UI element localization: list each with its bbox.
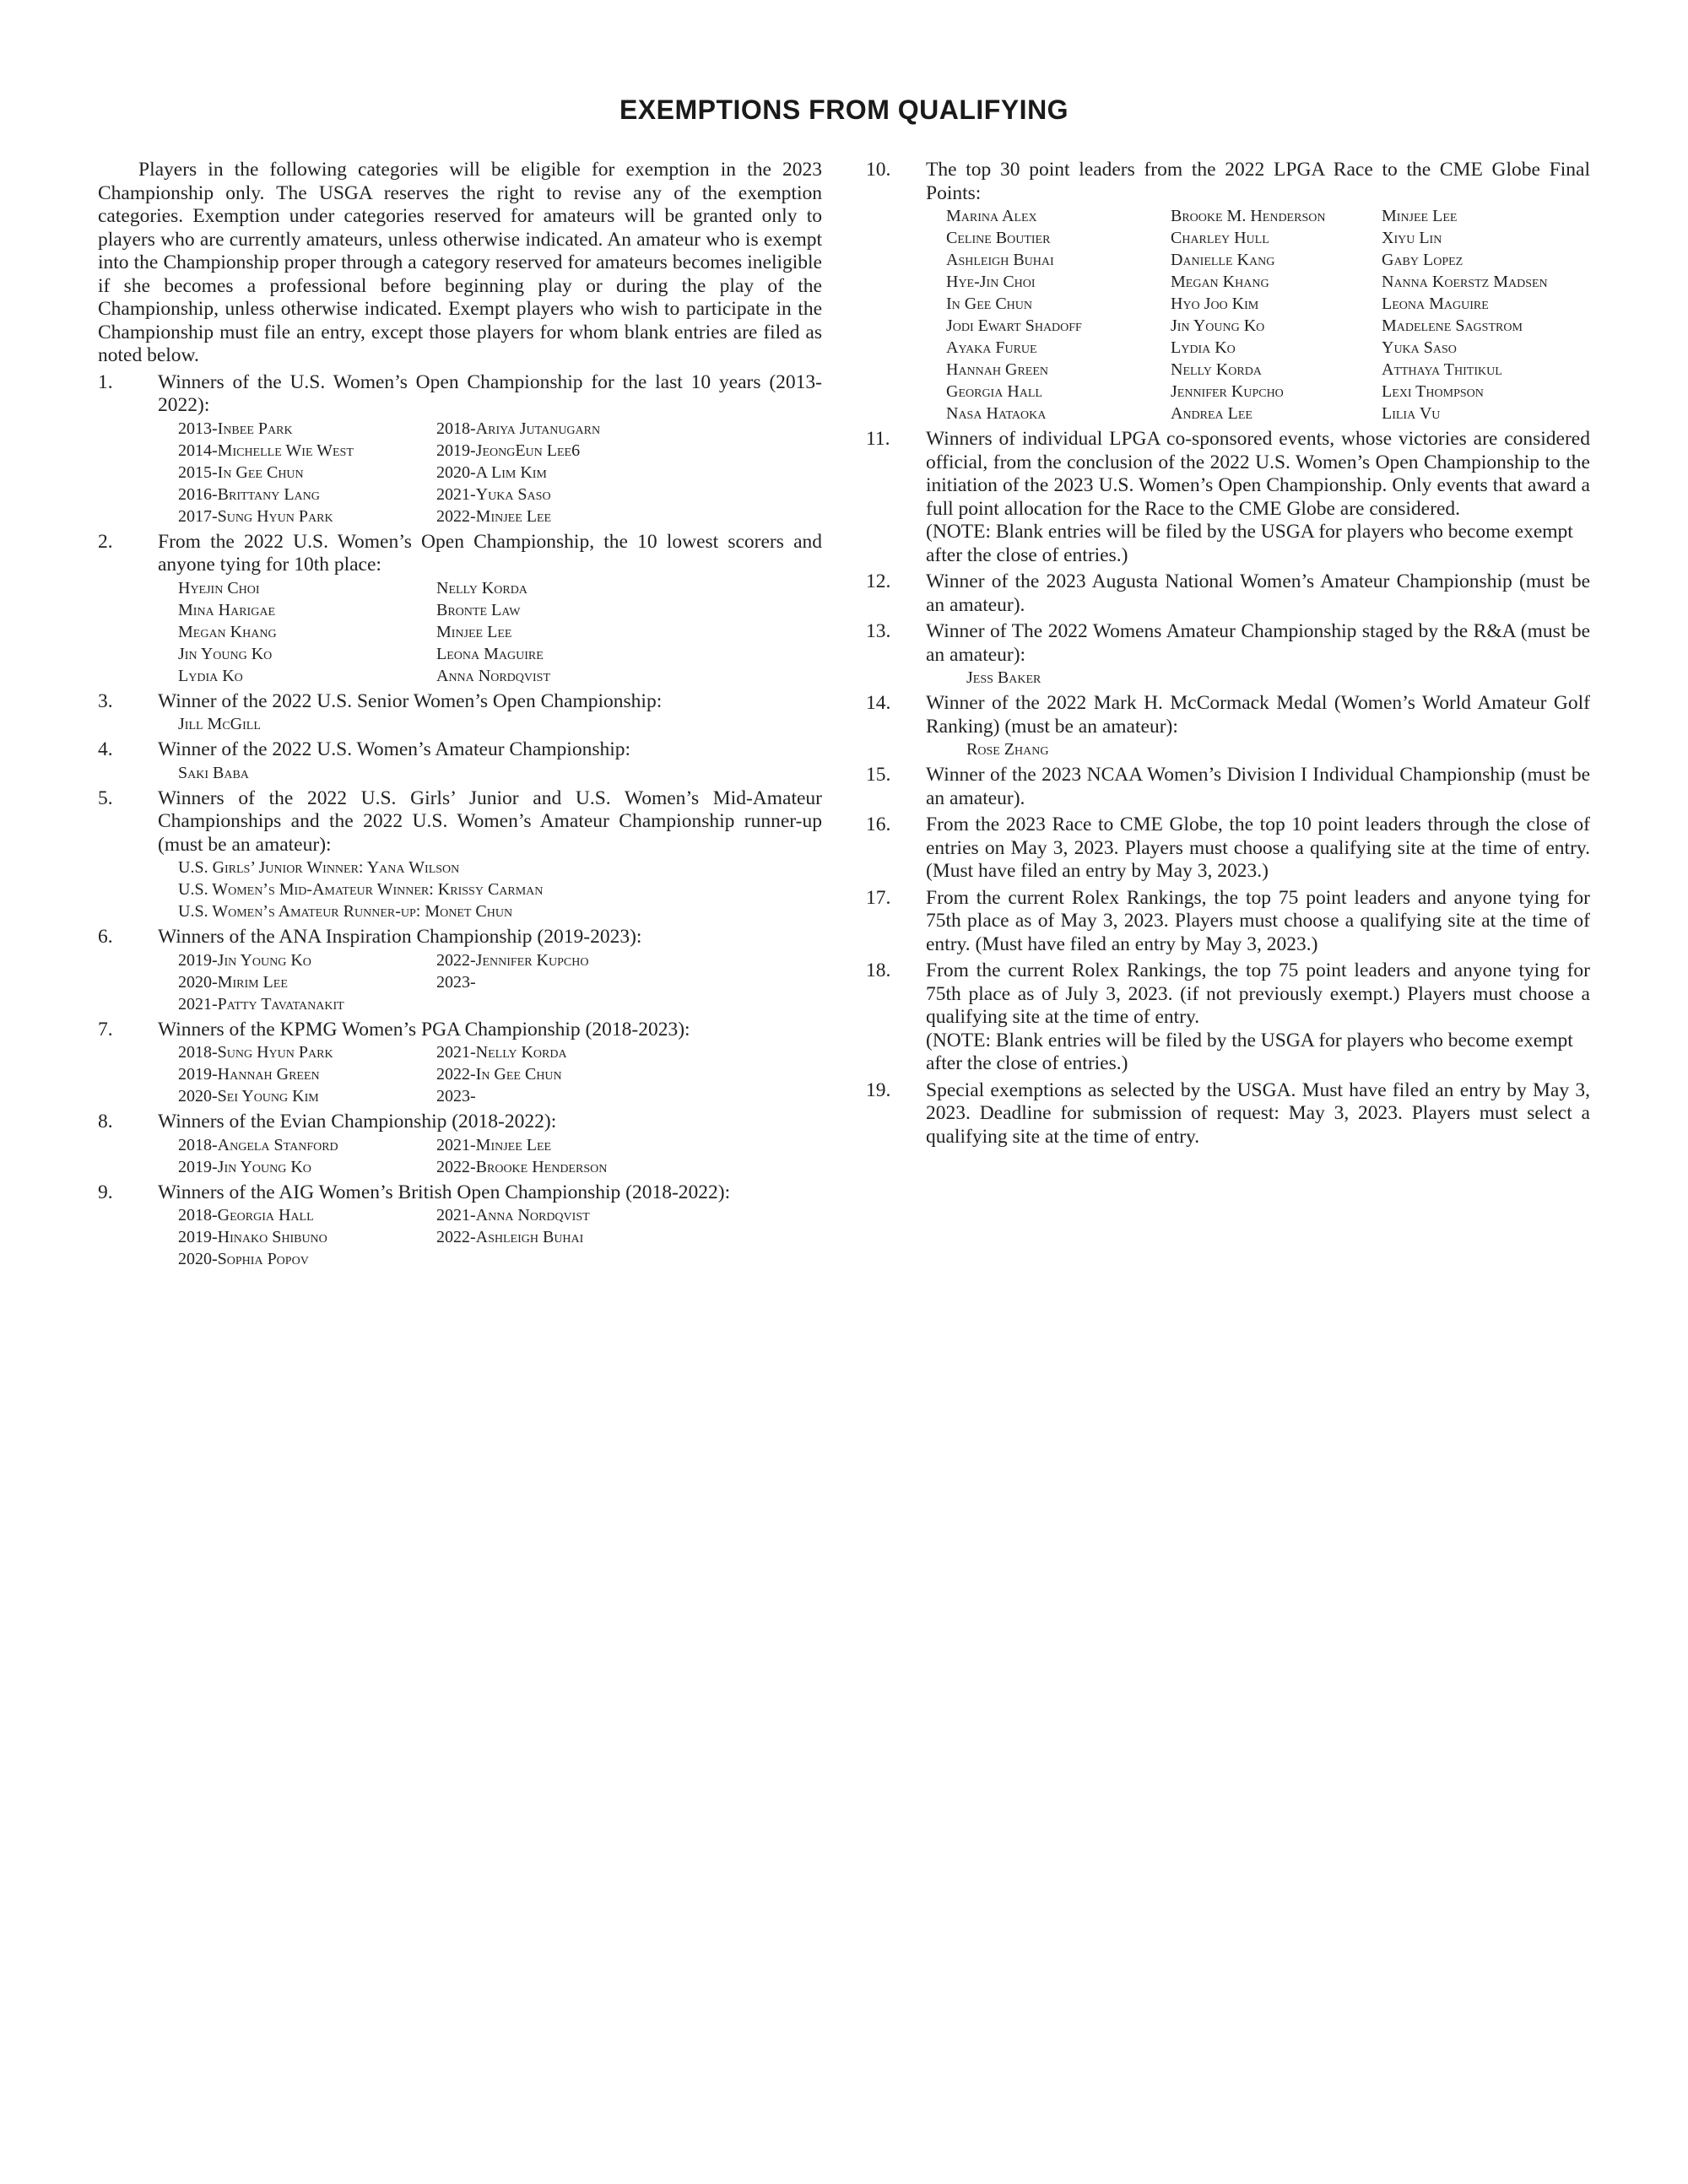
exemption-item-12 (866, 570, 1590, 617)
name-entry: Yuka Saso (1382, 338, 1457, 357)
name-entry: 2022-In Gee Chun (436, 1065, 562, 1084)
item-text: Winner of the 2022 U.S. Senior Women’s Open Championship: (158, 689, 663, 712)
name-entry: 2020-Sophia Popov (178, 1250, 309, 1268)
exemption-item-5 (98, 787, 822, 923)
name-entry: Jennifer Kupcho (1171, 382, 1284, 401)
name-entry: 2023- (436, 972, 476, 992)
name-entry: Leona Maguire (1382, 295, 1489, 313)
name-entry: Lydia Ko (1171, 338, 1236, 357)
name-entry: Lexi Thompson (1382, 382, 1484, 401)
item-text: Winner of the 2022 Mark H. McCormack Medal (Women’s World Amateur Golf Ranking) (must be an amateur): (926, 692, 1590, 738)
name-entry: Andrea Lee (1171, 404, 1252, 423)
name-entry: Mina Harigae (178, 600, 275, 619)
name-entry: 2020-Mirim Lee (178, 972, 288, 992)
item-text: Winner of the 2023 Augusta National Women’s Amateur Championship (must be an amateur). (926, 570, 1590, 616)
exemption-item-9 (98, 1181, 822, 1271)
exemption-item-14 (866, 692, 1590, 760)
name-entry: Atthaya Thitikul (1382, 360, 1502, 379)
name-entry: Megan Khang (1171, 273, 1269, 291)
exemption-item-18 (866, 960, 1590, 1076)
item-text: Winner of the 2023 NCAA Women’s Division I Individual Championship (must be an amateur). (926, 764, 1590, 809)
name-entry: Celine Boutier (946, 229, 1051, 247)
name-entry: Ashleigh Buhai (946, 251, 1054, 269)
item-number: 3. (98, 689, 113, 712)
exemption-item-8 (98, 1111, 822, 1178)
name-entry: 2021-Nelly Korda (436, 1043, 567, 1062)
item-text: From the 2022 U.S. Women’s Open Championship, the 10 lowest scorers and anyone tying for 10th place: (158, 530, 822, 576)
item-text: Winner of The 2022 Womens Amateur Championship staged by the R&A (must be an amateur): (926, 620, 1590, 666)
name-list (158, 1204, 822, 1270)
exemption-item-13 (866, 620, 1590, 689)
name-entry: 2014-Michelle Wie West (178, 441, 354, 460)
item-text: From the 2023 Race to CME Globe, the top 10 point leaders through the close of entries on May 3, 2023. Players must choose a qualifying site at the time of entry. (Must have filed an entry by May 3, 2023.) (926, 814, 1590, 882)
name-entry: Anna Nordqvist (436, 666, 550, 685)
item-number: 12. (866, 570, 891, 592)
item-text: Special exemptions as selected by the USGA. Must have filed an entry by May 3, 2023. Deadline for submission of request: May 3, 2023. Players must select a qualifying site at the time of entry. (926, 1078, 1590, 1148)
item-text: The top 30 point leaders from the 2022 LPGA Race to the CME Globe Final Points: (926, 159, 1590, 204)
name-entry: Jess Baker (966, 668, 1041, 687)
right-column (866, 159, 1590, 1149)
name-entry: 2018-Angela Stanford (178, 1135, 338, 1154)
name-entry: 2020-Sei Young Kim (178, 1087, 319, 1106)
item-number: 4. (98, 738, 113, 760)
name-list (158, 577, 822, 687)
name-entry: Bronte Law (436, 600, 521, 619)
name-entry: Marina Alex (946, 207, 1037, 225)
name-entry: Jin Young Ko (178, 644, 273, 663)
name-entry: 2021-Yuka Saso (436, 484, 551, 504)
exemption-item-10 (866, 159, 1590, 424)
name-entry: 2022-Brooke Henderson (436, 1157, 608, 1176)
item-number: 10. (866, 159, 891, 181)
item-note: (NOTE: Blank entries will be filed by the USGA for players who become exempt after the close of entries.) (926, 1029, 1573, 1074)
item-number: 18. (866, 960, 891, 981)
name-entry (436, 993, 695, 1015)
winner-line: U.S. Women’s Mid-Amateur Winner: Krissy Carman (178, 880, 544, 899)
item-text: Winners of the 2022 U.S. Girls’ Junior and U.S. Women’s Mid-Amateur Championships and the 2022 U.S. Women’s Amateur Championship runner-up (must be an amateur): (158, 787, 822, 856)
item-number: 8. (98, 1111, 113, 1133)
exemption-item-4 (98, 738, 822, 784)
name-entry: 2022-Jennifer Kupcho (436, 950, 589, 970)
name-entry: 2022-Minjee Lee (436, 506, 552, 526)
exemption-item-15 (866, 764, 1590, 810)
name-entry: 2019-Hinako Shibuno (178, 1228, 327, 1246)
exemption-item-11 (866, 428, 1590, 567)
item-number: 7. (98, 1018, 113, 1041)
item-text: Winners of the KPMG Women’s PGA Championship (2018-2023): (158, 1018, 690, 1041)
name-list (158, 418, 822, 527)
winner-line: U.S. Girls’ Junior Winner: Yana Wilson (178, 858, 460, 877)
name-entry: Saki Baba (178, 763, 249, 782)
name-entry: 2015-In Gee Chun (178, 462, 304, 482)
name-entry: Hannah Green (946, 360, 1048, 379)
name-entry: Minjee Lee (436, 622, 512, 641)
name-entry: 2020-A Lim Kim (436, 462, 547, 482)
exemption-item-19 (866, 1079, 1590, 1149)
name-entry: Charley Hull (1171, 229, 1269, 247)
item-number: 14. (866, 692, 891, 714)
name-entry: 2018-Sung Hyun Park (178, 1043, 333, 1062)
name-entry: Lilia Vu (1382, 404, 1441, 423)
name-entry: Nanna Koerstz Madsen (1382, 273, 1548, 291)
exemption-item-16 (866, 814, 1590, 884)
name-entry: 2016-Brittany Lang (178, 484, 320, 504)
name-entry: Jin Young Ko (1171, 316, 1265, 335)
name-entry: Jill McGill (178, 715, 261, 733)
name-entry: Hye-Jin Choi (946, 273, 1036, 291)
name-entry: 2013-Inbee Park (178, 419, 293, 438)
name-entry: 2019-Jin Young Ko (178, 1157, 311, 1176)
item-text: Winners of the U.S. Women’s Open Championship for the last 10 years (2013-2022): (158, 370, 822, 416)
name-entry: 2019-JeongEun Lee6 (436, 441, 581, 460)
name-entry: Xiyu Lin (1382, 229, 1442, 247)
name-entry: Brooke M. Henderson (1171, 207, 1326, 225)
name-entry: 2018-Ariya Jutanugarn (436, 419, 601, 438)
name-entry: Leona Maguire (436, 644, 544, 663)
name-entry: Madelene Sagstrom (1382, 316, 1523, 335)
name-entry (436, 1248, 695, 1270)
item-text: Winner of the 2022 U.S. Women’s Amateur Championship: (158, 738, 631, 760)
item-number: 15. (866, 764, 891, 786)
name-entry: 2017-Sung Hyun Park (178, 506, 333, 526)
item-number: 2. (98, 530, 113, 553)
item-number: 13. (866, 620, 891, 642)
name-entry: 2023- (436, 1087, 476, 1106)
exemption-item-7 (98, 1019, 822, 1108)
name-entry: 2021-Anna Nordqvist (436, 1206, 590, 1224)
name-entry: Nelly Korda (436, 578, 528, 597)
name-entry: In Gee Chun (946, 295, 1032, 313)
item-text: From the current Rolex Rankings, the top 75 point leaders and anyone tying for 75th place as of May 3, 2023. Players must choose a qualifying site at the time of entry. (Must have filed an entry by May 3, 2023.) (926, 886, 1590, 955)
item-note: (NOTE: Blank entries will be filed by the USGA for players who become exempt after the close of entries.) (926, 521, 1573, 566)
name-list (158, 949, 822, 1015)
name-entry: 2021-Minjee Lee (436, 1135, 552, 1154)
name-entry: Gaby Lopez (1382, 251, 1463, 269)
name-entry: 2018-Georgia Hall (178, 1206, 314, 1224)
name-list (158, 1041, 822, 1107)
name-entry: Danielle Kang (1171, 251, 1275, 269)
item-number: 9. (98, 1181, 113, 1203)
exemption-item-1 (98, 371, 822, 527)
item-number: 1. (98, 370, 113, 393)
item-number: 5. (98, 787, 113, 809)
item-number: 17. (866, 886, 891, 909)
name-entry: 2019-Hannah Green (178, 1065, 320, 1084)
name-entry: 2022-Ashleigh Buhai (436, 1228, 584, 1246)
item-number: 16. (866, 814, 891, 835)
exemption-item-6 (98, 926, 822, 1015)
item-number: 11. (866, 428, 890, 450)
name-entry: 2021-Patty Tavatanakit (178, 994, 344, 1014)
name-entry: Georgia Hall (946, 382, 1042, 401)
name-entry: Jodi Ewart Shadoff (946, 316, 1082, 335)
item-number: 6. (98, 926, 113, 948)
name-entry: Minjee Lee (1382, 207, 1458, 225)
name-entry: Rose Zhang (966, 740, 1049, 759)
item-text: Winners of individual LPGA co-sponsored events, whose victories are considered official, from the conclusion of the 2022 U.S. Women’s Open Championship to the initiation of the 2023 U.S. Women’s Open Championship. Only events that award a full point allocation for the Race to the CME Globe are considered. (926, 428, 1590, 520)
name-entry: Hyo Joo Kim (1171, 295, 1259, 313)
name-entry: Hyejin Choi (178, 578, 260, 597)
page-title: EXEMPTIONS FROM QUALIFYING (619, 95, 1069, 125)
name-entry: Lydia Ko (178, 666, 243, 685)
name-list (158, 1134, 822, 1178)
exemption-item-3 (98, 690, 822, 736)
item-text: Winners of the AIG Women’s British Open Championship (2018-2022): (158, 1181, 731, 1203)
name-entry: 2019-Jin Young Ko (178, 950, 311, 970)
intro-paragraph: Players in the following categories will be eligible for exemption in the 2023 Championship only. The USGA reserves the right to revise any of the exemption categories. Exemption under categories reserved for amateurs will be granted only to players who are currently amateurs, unless otherwise indicated. An amateur who is exempt into the Championship proper through a category reserved for amateurs becomes ineligible if she becomes a professional before beginning play or during the play of the Championship, unless otherwise indicated. Exempt players who wish to participate in the Championship must file an entry, except those players for whom blank entries are filed as noted below. (98, 159, 822, 366)
item-text: Winners of the Evian Championship (2018-2022): (158, 1111, 557, 1133)
name-list (926, 205, 1590, 424)
item-number: 19. (866, 1078, 891, 1101)
winner-line: U.S. Women’s Amateur Runner-up: Monet Chun (178, 902, 513, 921)
exemption-item-2 (98, 531, 822, 687)
name-entry: Nelly Korda (1171, 360, 1262, 379)
name-entry: Ayaka Furue (946, 338, 1037, 357)
name-entry: Megan Khang (178, 622, 277, 641)
name-entry: Nasa Hataoka (946, 404, 1047, 423)
item-text: Winners of the ANA Inspiration Championship (2019-2023): (158, 926, 642, 948)
item-text: From the current Rolex Rankings, the top 75 point leaders and anyone tying for 75th place as of July 3, 2023. (if not previously exempt.) Players must choose a qualifying site at the time of entry. (926, 960, 1590, 1028)
left-column (98, 159, 822, 1270)
exemption-item-17 (866, 887, 1590, 957)
